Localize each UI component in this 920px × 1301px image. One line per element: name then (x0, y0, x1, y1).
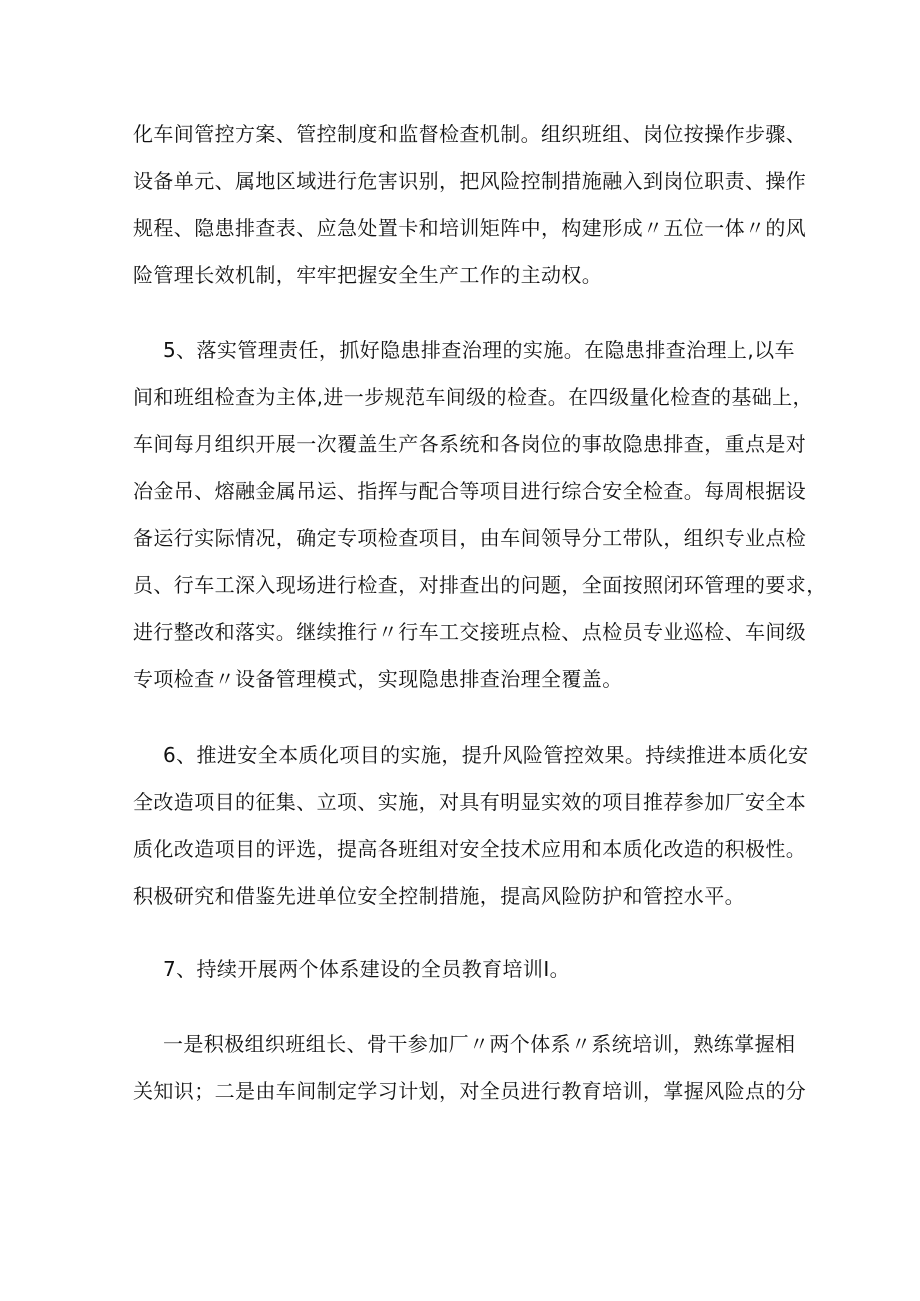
text-line: 冶金吊、熔融金属吊运、指挥与配合等项目进行综合安全检查。每周根据设 (133, 479, 807, 503)
text-line: 员、行车工深入现场进行检查，对排查出的问题，全面按照闭环管理的要求， (133, 573, 827, 597)
text-line: 进行整改和落实。继续推行〃行车工交接班点检、点检员专业巡检、车间级 (133, 620, 807, 644)
text-line: 险管理长效机制，牢牢把握安全生产工作的主动权。 (133, 263, 603, 287)
text-line: 6、推进安全本质化项目的实施，提升风险管控效果。持续推进本质化安 (163, 743, 809, 767)
text-line: 间和班组检查为主体,进一步规范车间级的检查。在四级量化检查的基础上， (133, 385, 813, 409)
text-line: 7、持续开展两个体系建设的全员教育培训Ⅰ。 (163, 957, 571, 981)
text-line: 关知识；二是由车间制定学习计划，对全员进行教育培训，掌握风险点的分 (133, 1079, 807, 1103)
text-line: 设备单元、属地区域进行危害识别，把风险控制措施融入到岗位职责、操作 (133, 169, 807, 193)
text-line: 车间每月组织开展一次覆盖生产各系统和各岗位的事故隐患排查，重点是对 (133, 432, 807, 456)
text-line: 5、落实管理责任，抓好隐患排查治理的实施。在隐患排查治理上,以车 (163, 338, 795, 362)
text-line: 规程、隐患排查表、应急处置卡和培训矩阵中，构建形成〃五位一体〃的风 (133, 216, 807, 240)
text-line: 全改造项目的征集、立项、实施，对具有明显实效的项目推荐参加厂安全本 (133, 790, 807, 814)
text-line: 质化改造项目的评选，提高各班组对安全技术应用和本质化改造的积极性。 (133, 837, 807, 861)
text-line: 一是积极组织班组长、骨干参加厂〃两个体系〃系统培训，熟练掌握相 (163, 1032, 796, 1056)
text-line: 积极研究和借鉴先进单位安全控制措施，提高风险防护和管控水平。 (133, 884, 745, 908)
text-line: 化车间管控方案、管控制度和监督检查机制。组织班组、岗位按操作步骤、 (133, 122, 807, 146)
text-line: 备运行实际情况，确定专项检查项目，由车间领导分工带队，组织专业点检 (133, 526, 807, 550)
text-line: 专项检查〃设备管理模式，实现隐患排查治理全覆盖。 (133, 667, 623, 691)
